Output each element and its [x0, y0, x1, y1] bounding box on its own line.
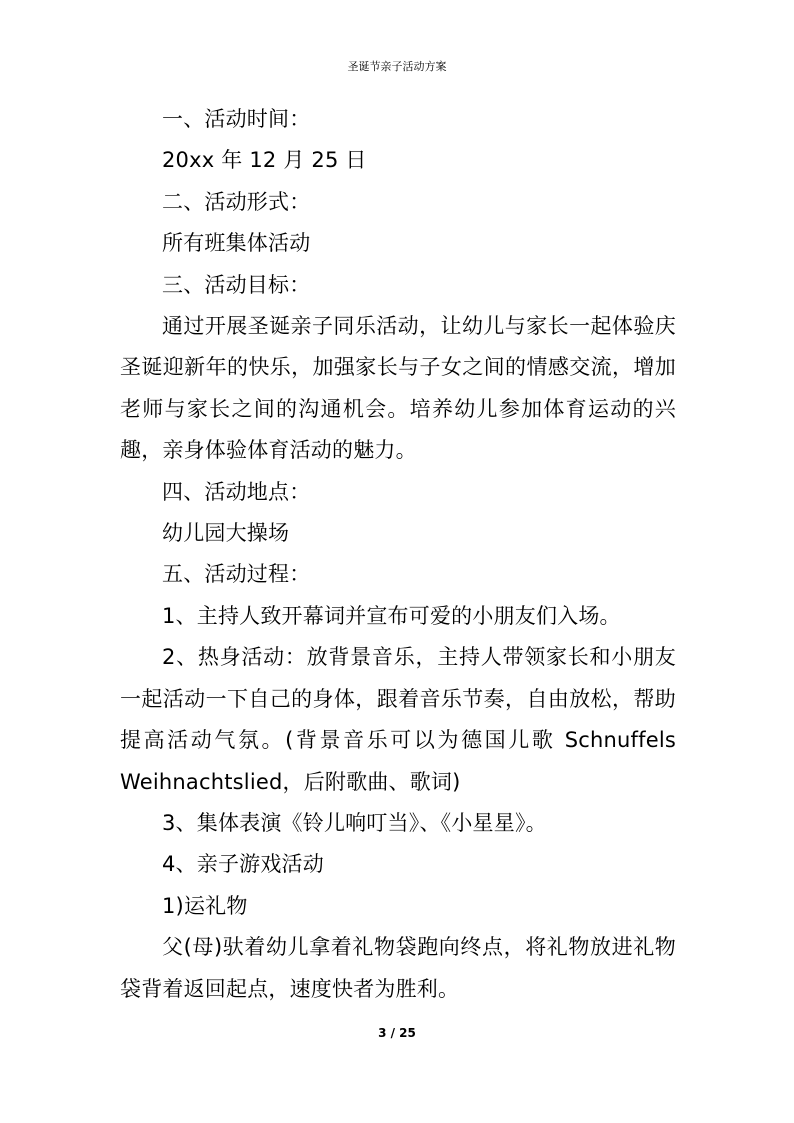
- section-heading-time: 一、活动时间：: [162, 107, 311, 131]
- section-heading-format: 二、活动形式：: [162, 189, 311, 214]
- process-step-4: 4、亲子游戏活动: [162, 852, 324, 877]
- process-step-1: 1、主持人致开幕词并宣布可爱的小朋友们入场。: [162, 603, 621, 628]
- game-title: 1)运礼物: [162, 893, 248, 918]
- section-heading-location: 四、活动地点：: [162, 479, 311, 504]
- game-description: 父(母)驮着幼儿拿着礼物袋跑向终点，将礼物放进礼物袋背着返回起点，速度快者为胜利。: [120, 935, 676, 1001]
- process-step-2: 2、热身活动：放背景音乐，主持人带领家长和小朋友一起活动一下自己的身体，跟着音乐节奏，自由放松，帮助提高活动气氛。(背景音乐可以为德国儿歌 Schnuffels Weihnachtslied，后附歌曲、歌词): [120, 645, 676, 794]
- page-number: 3 / 25: [378, 1026, 416, 1040]
- activity-goals: 通过开展圣诞亲子同乐活动，让幼儿与家长一起体验庆圣诞迎新年的快乐，加强家长与子女之间的情感交流，增加老师与家长之间的沟通机会。培养幼儿参加体育运动的兴趣，亲身体验体育活动的魅力。: [120, 314, 676, 463]
- section-heading-process: 五、活动过程：: [162, 562, 311, 587]
- activity-location: 幼儿园大操场: [162, 521, 290, 546]
- page-header: 圣诞节亲子活动方案: [347, 60, 447, 73]
- activity-date: 20xx 年 12 月 25 日: [162, 148, 367, 173]
- process-step-3: 3、集体表演《铃儿响叮当》、《小星星》。: [162, 810, 547, 835]
- document-body: [120, 99, 676, 1010]
- section-heading-goals: 三、活动目标：: [162, 272, 311, 297]
- activity-format: 所有班集体活动: [162, 231, 311, 256]
